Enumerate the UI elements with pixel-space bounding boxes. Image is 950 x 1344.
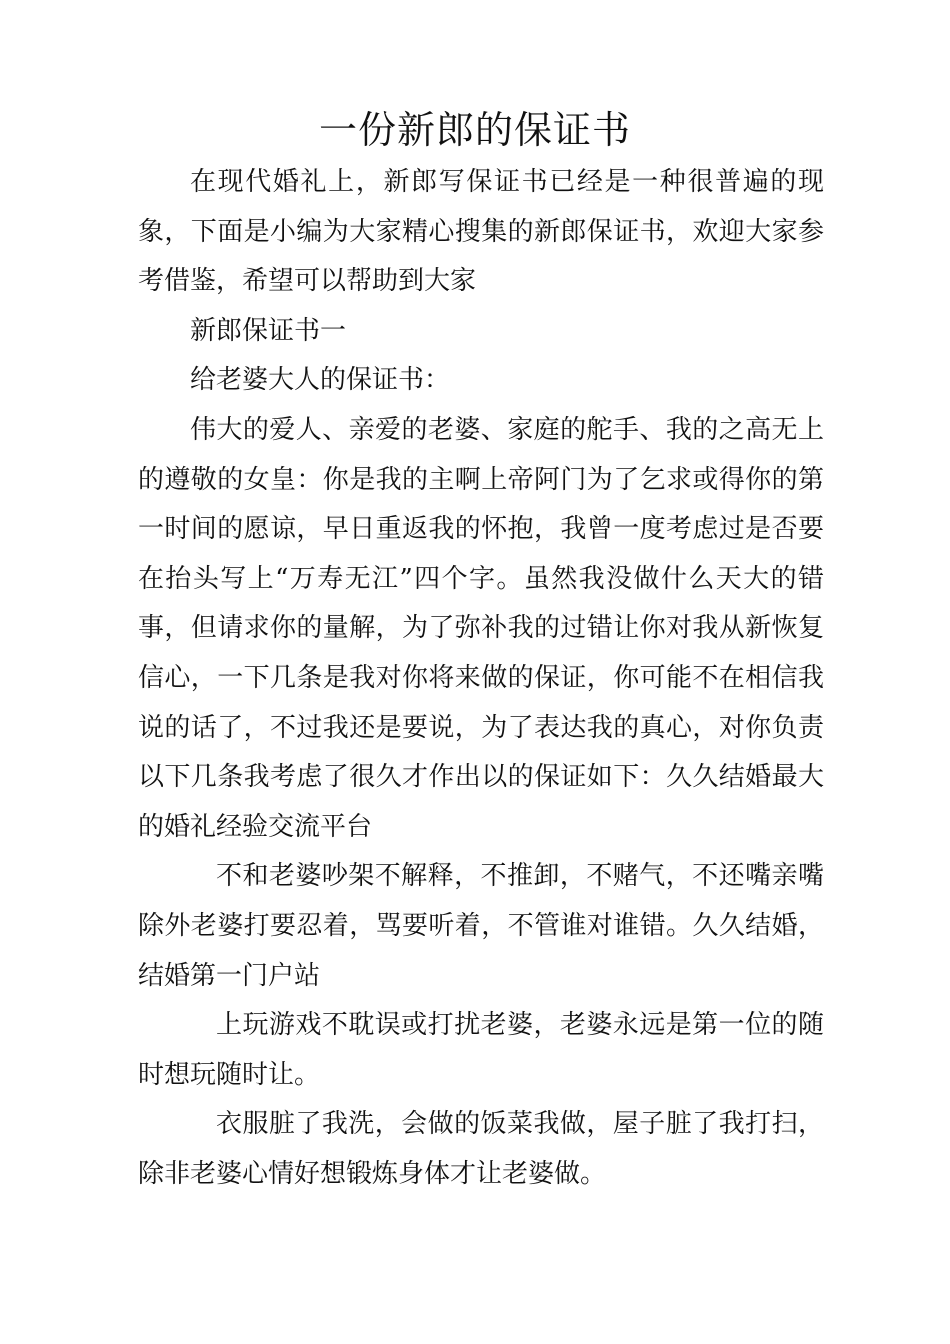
pledge-item: 不和老婆吵架不解释，不推卸，不赌气，不还嘴亲嘴除外老婆打要忍着，骂要听着，不管谁对谁错。久久结婚，结婚第一门户站: [138, 861, 824, 991]
body-paragraph: 伟大的爱人、亲爱的老婆、家庭的舵手、我的之高无上的遵敬的女皇：你是我的主啊上帝阿门为了乞求或得你的第一时间的愿谅，早日重返我的怀抱，我曾一度考虑过是否要在抬头写上“万寿无江”四个字。虽然我没做什么天大的错事，但请求你的量解，为了弥补我的过错让你对我从新恢复信心，一下几条是我对你将来做的保证，你可能不在相信我说的话了，不过我还是要说，为了表达我的真心，对你负责以下几条我考虑了很久才作出以的保证如下：久久结婚最大的婚礼经验交流平台: [138, 414, 824, 842]
pledge-item: 上玩游戏不耽误或打扰老婆，老婆永远是第一位的随时想玩随时让。: [138, 1010, 824, 1090]
document-body: [138, 158, 824, 1199]
section-heading: 新郎保证书一: [190, 315, 347, 346]
intro-paragraph: 在现代婚礼上，新郎写保证书已经是一种很普遍的现象，下面是小编为大家精心搜集的新郎保证书，欢迎大家参考借鉴，希望可以帮助到大家: [138, 167, 824, 297]
pledge-item: 衣服脏了我洗，会做的饭菜我做，屋子脏了我打扫，除非老婆心情好想锻炼身体才让老婆做。: [138, 1109, 824, 1189]
salutation: 给老婆大人的保证书：: [190, 365, 451, 396]
document-title: 一份新郎的保证书: [318, 108, 631, 152]
